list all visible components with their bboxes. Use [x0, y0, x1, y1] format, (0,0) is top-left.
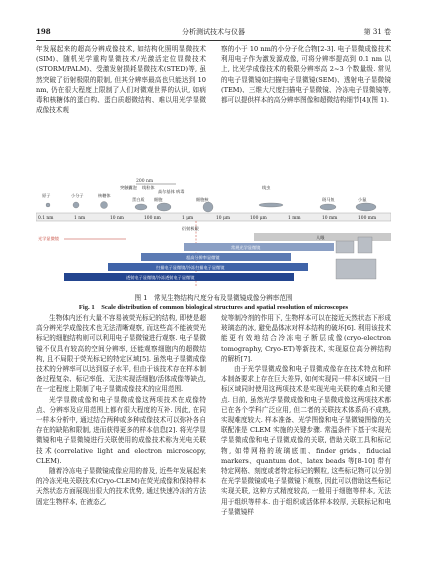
- header-rule: [36, 40, 391, 41]
- optical-microscope-label: 光学显微镜: [38, 236, 59, 241]
- object-label: 核糖体: [98, 193, 111, 198]
- microscope-glyphs: [336, 237, 376, 279]
- paragraph: 由于光学显微成像和电子显微成像存在技术特点和样本制备要求上存在巨大差异, 如何实现同一样本区域同一目标区域同时使用这两项技术是实现光电关联的难点和关键点. 目前, 虽然光学显微成像和电子显微成像这两项技术都已在各个学科广泛应用, 但二者的关联技术体系尚不成熟, 实现难度较大. 样本准备、光学图像和电子显微镜图像的关联配准是 CLEM 实施的关键步骤. 常温条件下基于实现光学显微成像和电子显微成像的关联, 借助关联工具和标记物, 如带网格的玻璃底皿、finder grids、fiducial markers、quantum dot、latex beads 等[8-10] 带有特定网格、刻度或者特定标记的颗粒, 这些标记物可以分别在光学显微镜或电子显微镜下观察, 因此可以借助这些标记实现关联, 这种方式精度较高, 一般用于细胞等样本, 无法用于组织等样本. 由于组织或活体样本较厚, 关联标记和电子显微镜样: [221, 365, 391, 516]
- object-label: 高尔基体: [158, 189, 175, 194]
- scale-label: 100 μm: [250, 216, 267, 221]
- page-number: 198: [36, 27, 51, 36]
- method-label: 扫描电子显微镜/冷冻扫描电子显微镜: [156, 265, 225, 270]
- paragraph: 随着冷冻电子显微镜成像应用的普及, 近些年发展起来的冷冻光电关联技术(Cryo-CLEM)在荧光成像和保持样本天然状态方面展现出很大的技术优势, 通过快速冷冻的方法固定生物样本, 在液态乙: [36, 467, 206, 506]
- paragraph: 生物体内还有大量不容易被荧光标记的结构, 即使是超高分辨光学成像技术也无法清晰观察, 而这些高不能被荧光标记的细胞结构则可以利用电子显微镜进行观察. 电子显微镜不仅具有较高的空间分辨率, 还能观察细胞内的超微结构, 且不局限于荧光标记的特定区域[5]. 虽然电子显微成像技术的分辨率可以达到原子水平, 但由于该技术存在样本制备过程复杂、标记率低、无法实现活细胞/活体成像等缺点, 在一定程度上限制了电子显微成像技术的应用范围.: [36, 314, 206, 394]
- running-header: [36, 27, 391, 39]
- method-label: 常规光学显微镜: [231, 245, 261, 250]
- scale-label: 100 mm: [358, 216, 377, 221]
- object-label: 小分子: [71, 193, 84, 198]
- paragraph: 年发展起来的超高分辨成像技术, 如结构化照明显微技术(SIM)、随机光学重构显微技术/光激活定位显微技术(STORM/PALM)、受激发射损耗显微技术(STED)等, 虽然突破了衍射极限的限制, 但其分辨率最高也只能达到 10 nm, 仍在很大程度上限制了人们对微观世界的认识, 如病毒和核糖体的蛋白构、蛋白质超微结构、难以用光学显微成像技术观: [36, 45, 206, 115]
- scale-bar: [36, 213, 391, 221]
- object-glyphs: [46, 202, 376, 213]
- object-label: 细胞核: [196, 197, 209, 202]
- method-label: 透射电子显微镜/冷冻透射电子显微镜: [126, 275, 195, 280]
- scale-diagram: [36, 175, 391, 290]
- paragraph: 察的小于 10 nm的小分子化合物[2-3]. 电子显微成像技术利用电子作为激发源成像, 可将分辨率提高到 0.1 nm 以上, 比光学成像技术的极限分辨率高 2~3 个数量级. 常见的电子显微镜如扫描电子显微镜(SEM)、透射电子显微镜(TEM)、三维大尺度扫描电子显微镜、冷冻电子显微镜等, 都可以提供样本的高分辨率图像和超微结构细节[4](图 1).: [221, 45, 391, 105]
- journal-title: 分析测试技术与仪器: [182, 28, 245, 36]
- method-label: 超高分辨率显微镜: [186, 255, 220, 260]
- column-bottom-right: [221, 313, 391, 517]
- column-top-left: [36, 44, 206, 115]
- diffraction-limit-label: 衍射极限: [182, 226, 199, 231]
- object-labels: [42, 184, 367, 203]
- object-label: 线粒体: [142, 185, 155, 190]
- scale-label: 10 nm: [110, 216, 124, 221]
- scale-label: 1 μm: [182, 216, 194, 221]
- scale-top-label: 200 nm: [136, 179, 154, 184]
- method-label: 人眼: [316, 235, 325, 240]
- object-label: 蛋白质: [132, 197, 145, 202]
- object-label: 突触囊泡: [120, 185, 137, 190]
- object-label: 小鼠: [358, 197, 367, 202]
- object-label: 原子: [42, 193, 51, 198]
- scale-label: 1 nm: [74, 216, 86, 221]
- scale-label: 1 mm: [288, 216, 301, 221]
- scale-label: 0.1 nm: [38, 216, 54, 221]
- figure-caption-en: Fig. 1 Scale distribution of common biological structures and spatial resolution of microscopes: [78, 304, 349, 311]
- object-label: 线虫: [262, 185, 271, 190]
- figure-caption-zh: 图 1 常见生物结构尺度分布及显微镜成像分辨率范围: [134, 294, 293, 302]
- column-bottom-left: [36, 313, 206, 507]
- volume-label: 第 31 卷: [363, 28, 391, 36]
- paragraph: 烷等制冷剂的作用下, 生物样本可以在接近天然状态下形成玻璃态的冰, 避免晶体冰对样本结构的破坏[6]. 利用该技术能更有效地结合冷冻电子断层成像(cryo-electron tomography, Cryo-ET)等新技术, 实现原位高分辨结构的解析[7].: [221, 314, 391, 363]
- column-top-right: [221, 44, 391, 105]
- object-label: 斑马鱼: [322, 197, 335, 202]
- paragraph: 光学显微成像和电子显微成像这两项技术在成像特点、分辨率及应用范围上都有很大程度的互补. 因此, 在同一样本分析中, 通过结合两种或多种成像技术可以弥补各自存在的缺陷和限制, 进而获得更多的样本信息[2]. 将光学显微镜和电子显微镜进行关联使用的成像技术称为光电关联技术(correlative light and electron microscopy, CLEM).: [36, 395, 206, 465]
- scale-label: 10 μm: [216, 216, 230, 221]
- scale-label: 10 mm: [322, 216, 338, 221]
- object-label: 病毒: [176, 189, 185, 194]
- figure-1: [36, 175, 391, 290]
- scale-label: 100 nm: [144, 216, 161, 221]
- object-label: 细胞: [154, 197, 163, 202]
